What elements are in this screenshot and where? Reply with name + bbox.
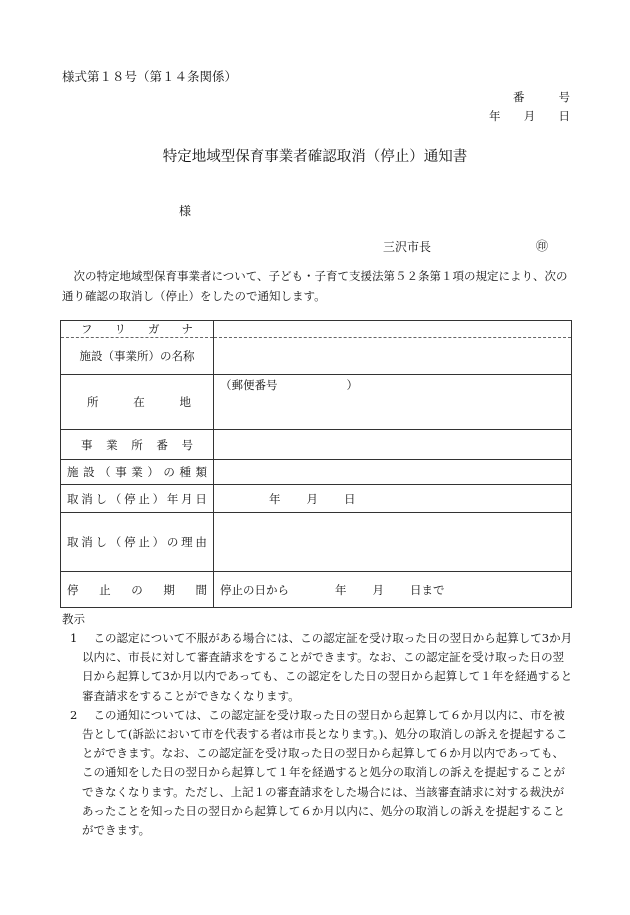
label-char: 日 [195, 491, 207, 506]
date-label-part: 月 [523, 109, 536, 123]
document-number-label [513, 89, 570, 105]
month-label: 月 [306, 491, 318, 506]
facility-type-label [61, 460, 214, 485]
document-title: 特定地域型保育事業者確認取消（停止）通知書 [162, 149, 468, 165]
label-char: （ [109, 491, 122, 506]
instruction-item [62, 706, 574, 840]
suspension-period-label-spread [67, 582, 207, 598]
number-label-part: 番 [513, 90, 525, 104]
label-char: 消 [81, 491, 93, 506]
label-char: 番 [156, 437, 168, 452]
form-number: 様式第１８号（第１４条関係） [62, 69, 238, 84]
label-char: 月 [181, 491, 193, 506]
furigana-value[interactable] [214, 321, 572, 338]
addressee-suffix: 様 [179, 204, 192, 218]
revocation-reason-label-spread [67, 534, 207, 550]
address-label-spread [67, 394, 207, 410]
label-char: 種 [179, 465, 191, 479]
furigana-label [61, 321, 214, 338]
instruction-text: この通知については、この認定証を受け取った日の翌日から起算して６か月以内に、市を被告として(訴訟において市を代表する者は市長となります。)、処分の取消しの訴えを提起することができます。なお、この認定証を受け取った日の翌日から起算して６か月以内であっても、この通知をした日の翌日から起算して１年を経過すると処分の取消しの訴えを提起することができなくなります。ただし、上記１の審査請求をした場合には、当該審査請求に対する裁決があったことを知った日の翌日から起算して６か月以内に、処分の取消しの訴えを提起することができます。 [82, 707, 568, 838]
notice-table [60, 320, 572, 608]
label-char: 在 [133, 395, 145, 409]
suspension-period-placeholder [220, 582, 565, 598]
suspension-from-label: 停止の日から [220, 582, 289, 597]
issue-date-label [489, 108, 570, 124]
label-char: の [163, 465, 175, 479]
label-char: 停 [124, 491, 136, 506]
instruction-list [62, 629, 574, 840]
label-char: 停 [124, 535, 136, 549]
furigana-label-spread [67, 321, 207, 337]
label-char: 止 [99, 582, 111, 597]
label-char: 事 [115, 465, 127, 479]
label-char: 業 [131, 465, 143, 479]
label-char: 類 [195, 465, 207, 479]
facility-type-label-spread [67, 464, 207, 480]
seal-mark: ㊞ [536, 239, 549, 253]
label-char: 業 [106, 437, 118, 452]
revocation-date-label [61, 485, 214, 513]
label-char: 止 [138, 491, 150, 506]
facility-name-text: 施設（事業所）の名称 [79, 349, 195, 363]
instruction-item [62, 629, 574, 706]
sender-name: 三沢市長 [383, 240, 432, 254]
label-char: 地 [179, 395, 191, 409]
intro-paragraph: 次の特定地域型保育事業者について、子ども・子育て支援法第５２条第１項の規定により、次の通り確認の取消し（停止）をしたので通知します。 [62, 269, 568, 303]
facility-name-label [61, 338, 214, 375]
label-char: ） [147, 465, 159, 479]
label-char: 年 [166, 491, 179, 506]
suspension-period-value[interactable] [214, 572, 572, 608]
label-char: 由 [195, 535, 207, 549]
revocation-date-label-spread [67, 491, 207, 507]
suspension-period-label [61, 572, 214, 608]
date-label-part: 日 [558, 109, 570, 123]
label-char: 取 [67, 535, 79, 549]
month-label: 月 [372, 582, 384, 597]
label-char: 停 [67, 582, 79, 597]
label-char: （ [99, 465, 111, 479]
label-char: 設 [83, 465, 95, 479]
office-number-value[interactable] [214, 430, 572, 460]
label-char: 間 [195, 582, 207, 597]
revocation-date-placeholder [220, 491, 565, 507]
instruction-title: 教示 [62, 612, 85, 626]
label-char: ） [152, 491, 165, 506]
facility-name-value[interactable] [214, 338, 572, 375]
label-char: （ [109, 535, 122, 549]
instruction-text: この認定について不服がある場合には、この認定証を受け取った日の翌日から起算して3か月以内に、市長に対して審査請求をすることができます。なお、この認定証を受け取った日の翌日から起算して3か月以内であっても、この認定をした日の翌日から起算して１年を経過すると審査請求をすることができなくなります。 [82, 631, 573, 703]
instruction-number: 1 [70, 631, 78, 645]
label-char: し [95, 535, 108, 549]
label-char: し [95, 491, 108, 506]
label-char: ナ [181, 322, 193, 336]
label-char: 理 [181, 535, 193, 549]
label-char: 施 [67, 465, 79, 479]
number-label-part: 号 [558, 90, 570, 104]
revocation-reason-value[interactable] [214, 513, 572, 572]
label-char: 所 [131, 437, 143, 452]
address-value[interactable] [214, 375, 572, 430]
day-label: 日 [344, 491, 356, 506]
revocation-date-value[interactable] [214, 485, 572, 513]
label-char: フ [81, 322, 93, 336]
label-char: ） [152, 535, 165, 549]
postal-code-label: （郵便番号 ） [220, 378, 358, 392]
label-char: の [166, 535, 179, 549]
label-char: 期 [163, 582, 175, 597]
year-label: 年 [335, 582, 347, 597]
label-char: 止 [138, 535, 150, 549]
revocation-reason-label [61, 513, 214, 572]
year-label: 年 [269, 491, 281, 506]
label-char: ガ [148, 322, 160, 336]
label-char: 消 [81, 535, 93, 549]
address-label [61, 375, 214, 430]
label-char: 事 [81, 437, 93, 452]
label-char: リ [114, 322, 126, 336]
office-number-label-spread [67, 437, 207, 453]
label-char: 号 [181, 437, 193, 452]
label-char: 所 [87, 395, 99, 409]
office-number-label [61, 430, 214, 460]
instruction-number: 2 [70, 707, 78, 722]
label-char: 取 [67, 491, 79, 506]
label-char: の [131, 582, 143, 597]
date-label-part: 年 [489, 109, 501, 123]
day-until-label: 日まで [410, 582, 445, 597]
facility-type-value[interactable] [214, 460, 572, 485]
